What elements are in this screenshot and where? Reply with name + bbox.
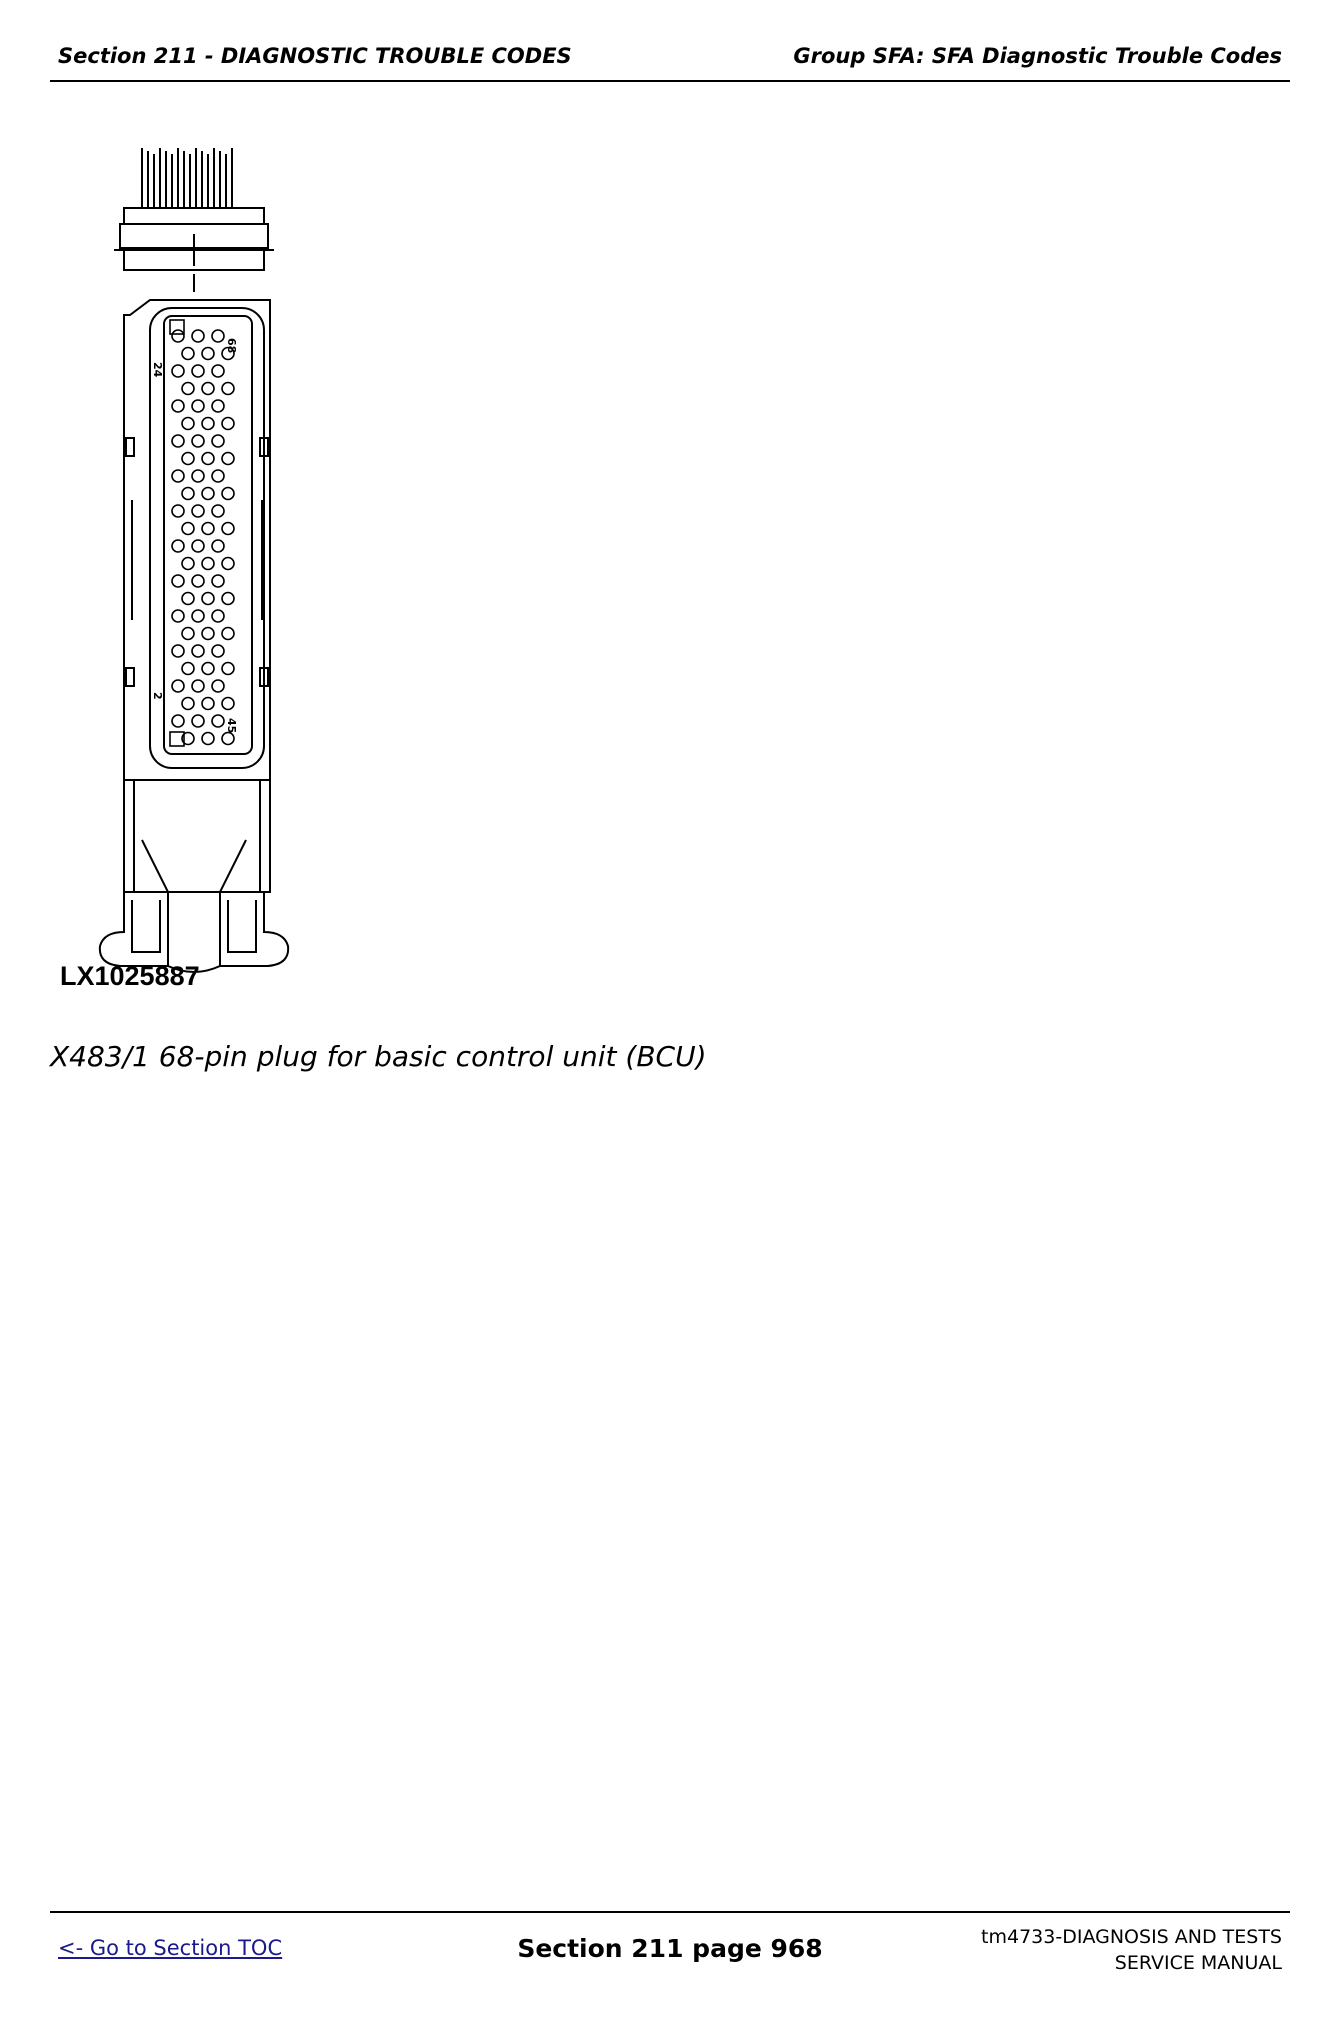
- pin-socket: [172, 365, 184, 377]
- pin-socket: [202, 733, 214, 745]
- pin-socket: [172, 680, 184, 692]
- pin-socket: [212, 680, 224, 692]
- pin-socket: [212, 610, 224, 622]
- pin-label-bottom-left: 2: [151, 692, 164, 700]
- pin-socket: [172, 715, 184, 727]
- pin-socket: [182, 593, 194, 605]
- pin-socket: [212, 435, 224, 447]
- footer-rule: [50, 1911, 1290, 1913]
- pin-socket: [182, 663, 194, 675]
- figure-id: LX1025887: [60, 961, 200, 991]
- pin-socket: [222, 663, 234, 675]
- lower-housing: [124, 780, 270, 892]
- pin-socket: [202, 348, 214, 360]
- pin-socket: [172, 540, 184, 552]
- pin-socket: [222, 558, 234, 570]
- pin-socket: [212, 645, 224, 657]
- pin-socket: [212, 365, 224, 377]
- pin-label-top-left: 24: [151, 362, 164, 378]
- pin-label-top-right: 68: [225, 338, 238, 354]
- pin-socket: [212, 540, 224, 552]
- pin-socket: [182, 488, 194, 500]
- pin-label-bottom-right: 45: [225, 718, 238, 734]
- pin-socket: [222, 418, 234, 430]
- pin-socket: [202, 698, 214, 710]
- pin-socket: [212, 470, 224, 482]
- pin-socket: [222, 733, 234, 745]
- foot-right: [220, 892, 288, 966]
- foot-right-inner: [228, 900, 256, 952]
- pin-socket: [172, 330, 184, 342]
- pin-socket: [222, 698, 234, 710]
- pin-socket: [222, 453, 234, 465]
- pin-socket: [222, 383, 234, 395]
- connector-drawing: [50, 140, 320, 1000]
- pin-socket: [202, 488, 214, 500]
- pin-socket: [192, 680, 204, 692]
- pin-socket: [192, 610, 204, 622]
- pin-socket: [172, 470, 184, 482]
- pin-socket: [182, 383, 194, 395]
- pin-socket: [222, 628, 234, 640]
- pin-socket: [182, 453, 194, 465]
- pin-socket: [192, 400, 204, 412]
- pin-socket: [222, 488, 234, 500]
- pin-socket: [172, 505, 184, 517]
- manual-title: [981, 1924, 1282, 1976]
- pin-socket: [192, 645, 204, 657]
- wire-bundle: [142, 148, 232, 208]
- clip-left-lower: [126, 668, 134, 686]
- pin-socket: [182, 348, 194, 360]
- header-section-title: Section 211 - DIAGNOSTIC TROUBLE CODES: [58, 44, 572, 68]
- pin-socket: [202, 418, 214, 430]
- pin-socket: [212, 715, 224, 727]
- pin-socket: [212, 505, 224, 517]
- pin-socket: [212, 400, 224, 412]
- foot-left-inner: [132, 900, 160, 952]
- pin-socket: [212, 575, 224, 587]
- pin-socket: [182, 558, 194, 570]
- pin-socket: [172, 400, 184, 412]
- figure-caption: X483/1 68-pin plug for basic control unit (BCU): [50, 1040, 707, 1073]
- pin-socket: [192, 575, 204, 587]
- pin-socket: [182, 418, 194, 430]
- header-rule: [50, 80, 1290, 82]
- clip-left-upper: [126, 438, 134, 456]
- pin-socket: [172, 575, 184, 587]
- pin-socket: [212, 330, 224, 342]
- pin-socket: [172, 610, 184, 622]
- pin-socket: [222, 523, 234, 535]
- pin-socket: [202, 593, 214, 605]
- pin-socket: [172, 645, 184, 657]
- pin-socket: [172, 435, 184, 447]
- pin-socket: [182, 698, 194, 710]
- pin-grid: [170, 320, 234, 746]
- page-number: Section 211 page 968: [517, 1934, 823, 1963]
- foot-left: [100, 892, 168, 966]
- collar-top: [124, 208, 264, 224]
- pin-socket: [192, 715, 204, 727]
- header-group-title: Group SFA: SFA Diagnostic Trouble Codes: [793, 44, 1282, 68]
- pin-socket: [202, 453, 214, 465]
- pin-socket: [182, 628, 194, 640]
- pin-socket: [192, 330, 204, 342]
- manual-title-line1: tm4733-DIAGNOSIS AND TESTS: [981, 1926, 1282, 1948]
- pin-socket: [202, 663, 214, 675]
- pin-socket: [182, 523, 194, 535]
- pin-socket: [192, 540, 204, 552]
- pin-socket: [222, 593, 234, 605]
- pin-socket: [192, 435, 204, 447]
- go-to-section-toc-link[interactable]: <- Go to Section TOC: [58, 1936, 283, 1960]
- pin-socket: [192, 505, 204, 517]
- pin-socket: [192, 470, 204, 482]
- pin-socket: [192, 365, 204, 377]
- connector-figure: [50, 140, 320, 1000]
- pin-socket: [202, 628, 214, 640]
- lower-taper: [142, 840, 246, 892]
- pin-socket: [202, 523, 214, 535]
- pin-socket: [202, 383, 214, 395]
- manual-title-line2: SERVICE MANUAL: [1114, 1952, 1282, 1974]
- pin-face-outer: [150, 308, 264, 768]
- pin-socket: [202, 558, 214, 570]
